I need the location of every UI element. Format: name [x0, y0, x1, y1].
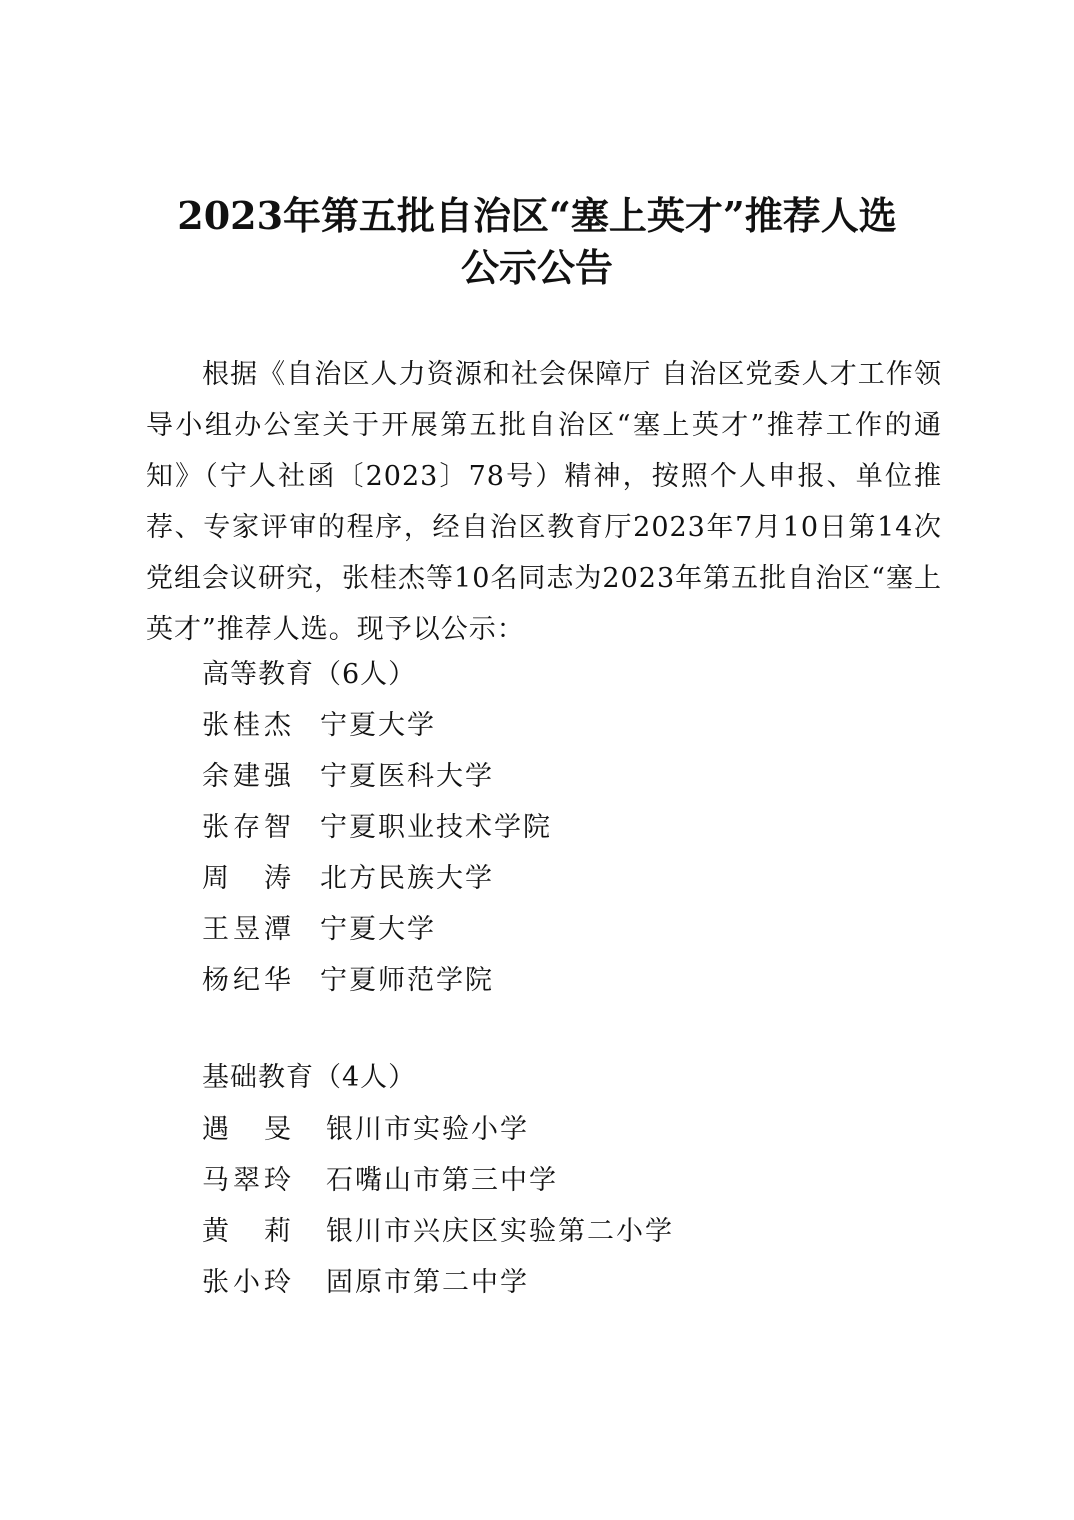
- higher-education-list: [202, 706, 552, 1012]
- person-name: 张小玲: [202, 1267, 295, 1298]
- person-organization: 宁夏师范学院: [320, 965, 494, 996]
- person-name: 余建强: [202, 761, 295, 792]
- person-organization: 宁夏医科大学: [320, 761, 494, 792]
- person-name: 杨纪华: [202, 965, 295, 996]
- basic-education-list: [202, 1110, 674, 1314]
- list-item: [202, 706, 552, 757]
- person-name: 张桂杰: [202, 710, 295, 741]
- document-title-line-2: 公示公告: [460, 245, 613, 290]
- person-organization: 宁夏大学: [320, 710, 436, 741]
- person-organization: 银川市实验小学: [326, 1114, 529, 1145]
- person-name: 马翠玲: [202, 1165, 295, 1196]
- document-title-line-1: 2023年第五批自治区“塞上英才”推荐人选: [177, 193, 897, 238]
- list-item: [202, 910, 552, 961]
- person-organization: 北方民族大学: [320, 863, 494, 894]
- list-item: [202, 1212, 674, 1263]
- person-name: 遇 旻: [202, 1114, 295, 1145]
- person-organization: 宁夏职业技术学院: [320, 812, 552, 843]
- list-item: [202, 1110, 674, 1161]
- person-organization: 银川市兴庆区实验第二小学: [326, 1216, 674, 1247]
- person-organization: 宁夏大学: [320, 914, 436, 945]
- person-organization: 石嘴山市第三中学: [326, 1165, 558, 1196]
- person-name: 黄 莉: [202, 1216, 295, 1247]
- person-name: 王昱潭: [202, 914, 295, 945]
- list-item: [202, 961, 552, 1012]
- section-heading-basic-education: 基础教育（4人）: [202, 1062, 417, 1093]
- list-item: [202, 757, 552, 808]
- list-item: [202, 808, 552, 859]
- announcement-body: 根据《自治区人力资源和社会保障厅 自治区党委人才工作领导小组办公室关于开展第五批自治区“塞上英才”推荐工作的通知》（宁人社函〔2023〕78号）精神，按照个人申报、单位推荐、专家评审的程序，经自治区教育厅2023年7月10日第14次党组会议研究，张桂杰等10名同志为2023年第五批自治区“塞上英才”推荐人选。现予以公示：: [146, 359, 942, 645]
- person-name: 周 涛: [202, 863, 295, 894]
- list-item: [202, 859, 552, 910]
- section-heading-higher-education: 高等教育（6人）: [202, 659, 417, 690]
- list-item: [202, 1161, 674, 1212]
- person-name: 张存智: [202, 812, 295, 843]
- person-organization: 固原市第二中学: [326, 1267, 529, 1298]
- list-item: [202, 1263, 674, 1314]
